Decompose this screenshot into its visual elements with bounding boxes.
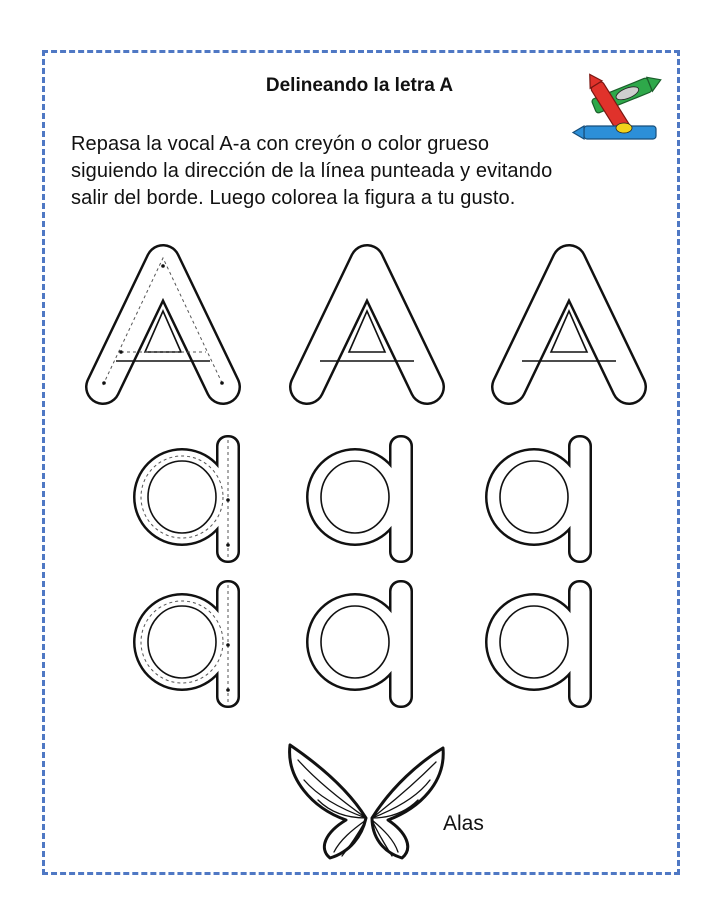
instruction-line-2: siguiendo la dirección de la línea punteada y evitando [71, 160, 553, 182]
instruction-line-1: Repasa la vocal A-a con creyón o color grueso [71, 133, 490, 155]
picture-caption: Alas [443, 812, 484, 835]
lowercase-a-outline-6 [485, 580, 592, 708]
lowercase-a-guided-2 [133, 580, 240, 708]
uppercase-a-outline-3 [509, 262, 629, 387]
uppercase-a-outline-2 [307, 262, 427, 387]
uppercase-a-guided [102, 258, 224, 387]
wings-icon [290, 745, 444, 858]
instruction-line-3: salir del borde. Luego colorea la figura a tu gusto. [71, 187, 516, 209]
lowercase-a-outline-5 [306, 580, 413, 708]
lowercase-a-outline-3 [485, 435, 592, 563]
crayons-icon [573, 71, 664, 139]
lowercase-a-outline-2 [306, 435, 413, 563]
lowercase-a-guided-1 [133, 435, 240, 563]
worksheet-title: Delineando la letra A [265, 75, 454, 96]
